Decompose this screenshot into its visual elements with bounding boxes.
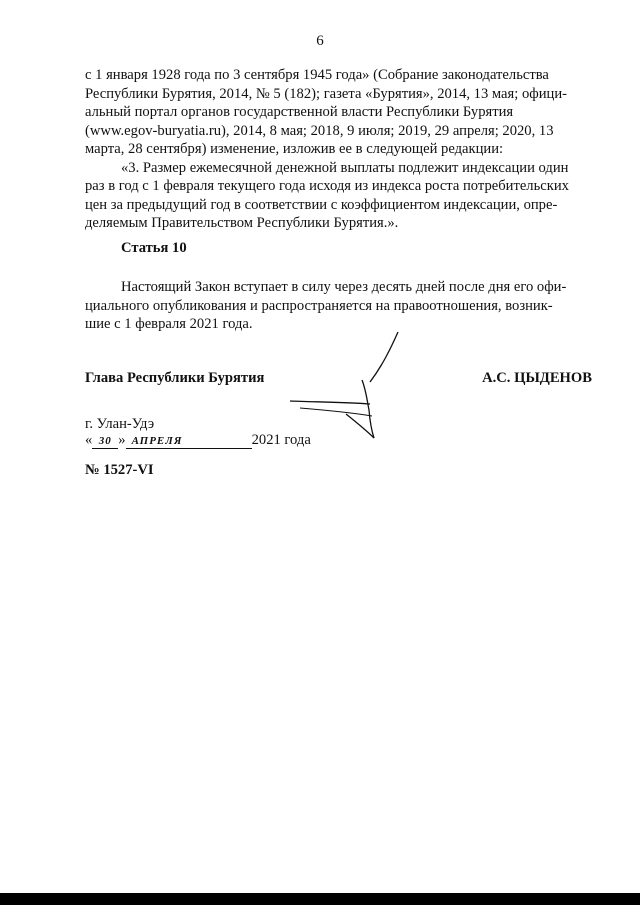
text-line: «3. Размер ежемесячной денежной выплаты подлежит индексации один xyxy=(121,159,569,176)
text-line: раз в год с 1 февраля текущего года исходя из индекса роста потребительских xyxy=(85,178,569,194)
date-year: 2021 года xyxy=(251,432,311,448)
law-number: № 1527-VI xyxy=(85,462,154,478)
signatory-name: А.С. ЦЫДЕНОВ xyxy=(482,370,592,386)
text-line: деляемым Правительством Республики Бурятия.». xyxy=(85,215,399,231)
date-month: АПРЕЛЯ xyxy=(126,434,252,449)
amendment-text xyxy=(85,66,583,233)
date-open-quote: « xyxy=(85,432,93,448)
text-line: (www.egov-buryatia.ru), 2014, 8 мая; 2018, 9 июля; 2019, 29 апреля; 2020, 13 xyxy=(85,122,554,139)
text-line: с 1 января 1928 года по 3 сентября 1945 года» (Собрание законодательства xyxy=(85,67,549,83)
date-close-quote: » xyxy=(118,432,126,448)
article-heading: Статья 10 xyxy=(121,240,187,256)
text-line: шие с 1 февраля 2021 года. xyxy=(85,316,253,332)
page-number: 6 xyxy=(316,33,324,49)
text-line: альный портал органов государственной власти Республики Бурятия xyxy=(85,104,514,120)
signing-date xyxy=(85,432,311,449)
signatory-title: Глава Республики Бурятия xyxy=(85,370,265,386)
scan-bottom-border xyxy=(0,893,640,905)
date-day: 30 xyxy=(92,434,118,449)
entry-into-force-text xyxy=(85,278,583,334)
text-line: Настоящий Закон вступает в силу через десять дней после дня его офи- xyxy=(121,279,567,295)
text-line: Республики Бурятия, 2014, № 5 (182); газета «Бурятия», 2014, 13 мая; офици- xyxy=(85,85,567,102)
handwritten-signature xyxy=(290,330,410,445)
text-line: циального опубликования и распространяется на правоотношения, возник- xyxy=(85,297,553,314)
city: г. Улан-Удэ xyxy=(85,416,155,432)
text-line: марта, 28 сентября) изменение, изложив ее в следующей редакции: xyxy=(85,141,504,157)
text-line: цен за предыдущий год в соответствии с коэффициентом индексации, опре- xyxy=(85,196,558,213)
